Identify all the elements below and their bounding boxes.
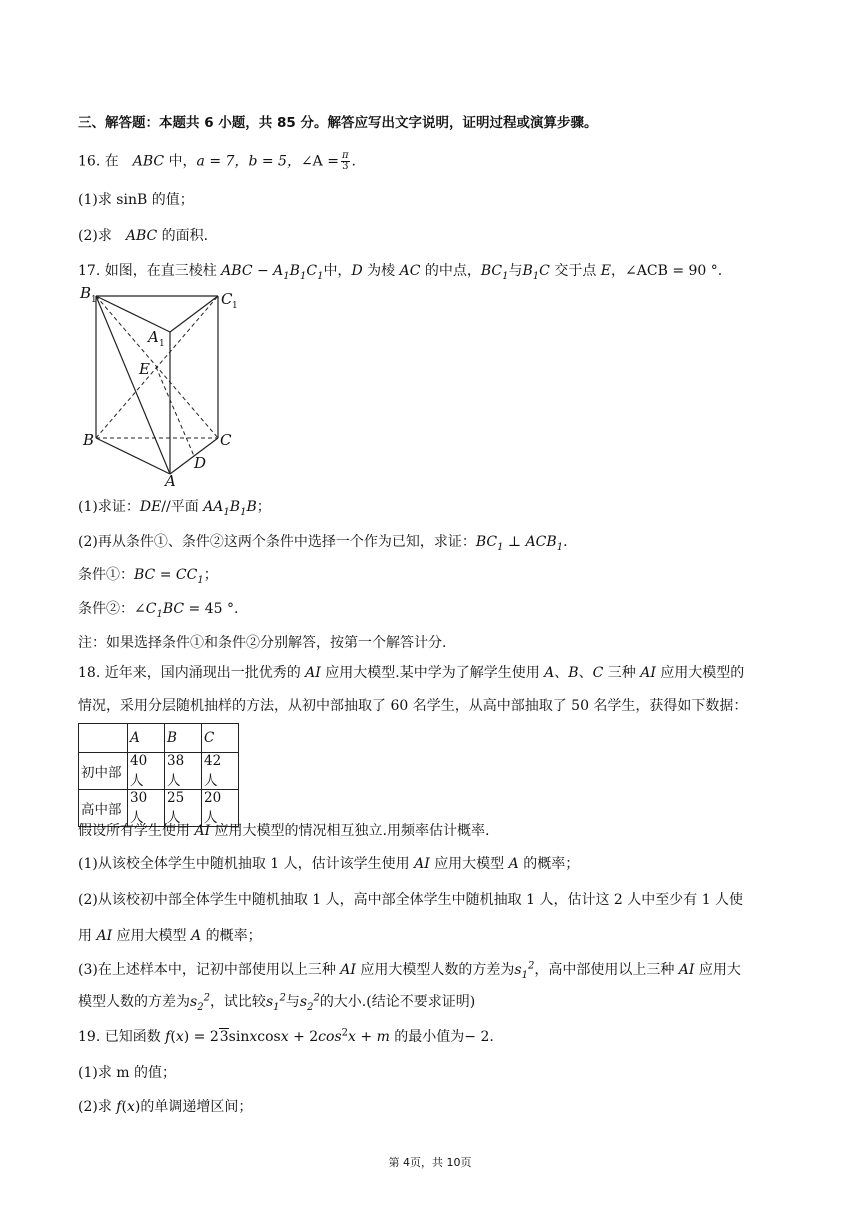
question-18-line2: 情况，采用分层随机抽样的方法，从初中部抽取了 60 名学生，从高中部抽取了 50 名学生，获得如下数据： (78, 698, 748, 714)
q17-stem-5: 与 (508, 263, 523, 279)
q17-part2-prefix: (2)再从条件①、条件②这两个条件中选择一个作为已知，求证： (78, 534, 476, 550)
q17-plane: $AA_1B_1B$ (203, 499, 257, 518)
q17-part2-bc1: $BC_1$ (475, 534, 504, 553)
q18-ai-7: AI (678, 962, 695, 978)
q17-b1c: $B_1C$ (522, 263, 550, 282)
q17-cond2-angle: $C_1BC$ (145, 601, 185, 620)
label-a1-sub: 1 (159, 339, 165, 349)
q17-edge-ac: AC (399, 263, 421, 279)
q18-p3-f: ，试比较 (209, 994, 266, 1010)
q17-cond1-suffix: ； (203, 567, 218, 583)
q17-prism: ABC − $A_1B_1C_1$ (221, 263, 324, 282)
q16-triangle: ABC (132, 153, 165, 170)
table-cell: 20 人 (202, 790, 239, 827)
q17-stem-3: 为棱 (367, 263, 396, 279)
q18-part2-line1: (2)从该校初中部全体学生中随机抽取 1 人，高中部全体学生中随机抽取 1 人，估计这 2 人中至少有 1 人使 (78, 892, 744, 908)
table-row (79, 790, 239, 827)
q18-ai-1: AI (305, 665, 321, 681)
q18-part3-line1 (78, 961, 741, 979)
q17-stem-1: 17. 如图，在直三棱柱 (78, 263, 217, 279)
q16-part1: (1)求 sinB 的值； (78, 192, 194, 208)
label-c: C (220, 431, 232, 449)
q19-sqrt3: 3 (219, 1029, 229, 1045)
q18-s2sq: $s_2^2$ (190, 992, 210, 1013)
q17-de: DE (139, 499, 162, 515)
q18-p3-e: 模型人数的方差为 (78, 994, 190, 1010)
q16-part2 (78, 227, 208, 245)
table-cell: 25 人 (165, 790, 202, 827)
q17-part2-suffix: . (563, 534, 568, 550)
q18-p3-h: 的大小.(结论不要求证明) (319, 994, 476, 1010)
q19-part2: (2)求 f(x)的单调递增区间； (78, 1099, 253, 1115)
q18-ai-6: AI (340, 962, 356, 978)
q18-assumption (78, 822, 489, 840)
q18-s1sq: $s_1^2$ (514, 960, 535, 981)
q18-l1-a: 18. 近年来，国内涌现出一批优秀的 (78, 665, 301, 681)
q17-stem-6: 交于点 (554, 263, 597, 279)
q17-cond2-suffix: = 45 °. (184, 601, 239, 617)
table-header-cell (79, 724, 128, 753)
q18-ai-4: AI (414, 856, 430, 872)
q18-p2-a: 用 (78, 928, 92, 944)
label-c1-sub: 1 (232, 301, 238, 311)
q18-l1-d: 应用大模型的 (660, 665, 745, 681)
table-cell: 42 人 (202, 753, 239, 790)
q17-part1-mid: //平面 (161, 499, 199, 515)
q17-stem-7: ，∠ACB = 90 °. (611, 263, 723, 279)
q16-mid: 中， (168, 153, 197, 170)
q19-part2-b: 的单调递增区间； (140, 1099, 253, 1115)
q17-part1 (78, 498, 271, 516)
q18-p3-d: 应用大 (698, 962, 741, 978)
q18-p1-a: (1)从该校全体学生中随机抽取 1 人，估计该学生使用 (78, 856, 410, 872)
q16-part2-suffix: 的面积. (161, 228, 209, 244)
q19-part2-a: (2)求 (78, 1099, 112, 1115)
q17-part1-prefix: (1)求证： (78, 499, 140, 515)
q17-part2-acb1: $ACB_1$ (525, 534, 564, 553)
q17-stem-2: 中， (323, 263, 352, 279)
q18-p3-c: ，高中部使用以上三种 (534, 962, 675, 978)
q16-b-eq: b = 5， (248, 153, 301, 170)
q18-part2-line2: 用 AI 应用大模型 A 的概率； (78, 928, 262, 944)
table-cell: 初中部 (79, 753, 128, 790)
page-footer: 第 4页，共 10页 (388, 1156, 472, 1169)
label-a1: A (148, 328, 159, 346)
label-b: B (83, 431, 95, 449)
q18-ai-2: AI (640, 665, 656, 681)
label-e: E (139, 360, 150, 378)
q18-data-table (78, 723, 239, 827)
question-17-stem (78, 262, 722, 280)
table-header-cell: B (165, 724, 202, 753)
label-a: A (165, 472, 176, 488)
q17-condition-2 (78, 600, 238, 618)
q16-part2-triangle: ABC (125, 228, 158, 244)
q18-part1: (1)从该校全体学生中随机抽取 1 人，估计该学生使用 AI 应用大模型 A 的概率； (78, 856, 580, 872)
q18-assume-a: 假设所有学生使用 (78, 823, 190, 839)
q16-fraction (341, 151, 350, 172)
table-cell: 40 人 (128, 753, 165, 790)
label-b1-sub: 1 (91, 295, 97, 305)
q18-p3-a: (3)在上述样本中，记初中部使用以上三种 (78, 962, 336, 978)
table-cell: 高中部 (79, 790, 128, 827)
q17-note: 注：如果选择条件①和条件②分别解答，按第一个解答计分. (78, 635, 447, 651)
table-row (79, 753, 239, 790)
q18-abc: A (544, 665, 555, 681)
q18-l1-c: 三种 (607, 665, 636, 681)
prism-figure (78, 282, 248, 488)
q17-bc1: $BC_1$ (480, 263, 509, 282)
q18-p2-c: 的概率； (205, 928, 262, 944)
q16-frac-num: π (341, 150, 349, 161)
q17-stem-4: 的中点， (424, 263, 481, 279)
q16-a-eq: a = 7， (196, 153, 249, 170)
q17-cond2-prefix: 条件②：∠ (78, 601, 146, 617)
q16-prefix: 16. 在 (78, 153, 119, 170)
q17-part1-suffix: ； (256, 499, 271, 515)
q17-part2-perp: ⊥ (503, 534, 526, 550)
q19-part1: (1)求 m 的值； (78, 1065, 177, 1081)
table-header-cell: C (202, 724, 239, 753)
q17-condition-1 (78, 566, 218, 584)
label-b1: B (80, 284, 92, 302)
q19-stem-a: 19. 已知函数 (78, 1029, 161, 1045)
question-19-stem: 19. 已知函数 f(x) = 23sinxcosx + $2\cos^2x + m$ 的最小值为− 2. (78, 1027, 494, 1045)
q18-p2-b: 应用大模型 (116, 928, 187, 944)
q18-p3-b: 应用大模型人数的方差为 (360, 962, 515, 978)
question-16-stem: 16. 在 ABC 中，a = 7，b = 5，∠A = $\frac{\pi}{3}$ . (78, 150, 356, 172)
q17-cond1-prefix: 条件①： (78, 567, 134, 583)
q18-p1-b: 应用大模型 (434, 856, 505, 872)
q16-frac-den: 3 (342, 161, 349, 172)
q16-part2-prefix: (2)求 (78, 228, 112, 244)
q19-function: f (165, 1029, 171, 1045)
q18-assume-b: 应用大模型的情况相互独立.用频率估计概率. (214, 823, 490, 839)
label-c1: C (221, 290, 233, 308)
table-header-row (79, 724, 239, 753)
q18-ai-3: AI (194, 823, 211, 839)
section-header: 三、解答题：本题共 6 小题，共 85 分。解答应写出文字说明，证明过程或演算步骤。 (78, 115, 598, 131)
q18-p3-g: 与 (285, 994, 300, 1010)
q18-ai-5: AI (96, 928, 113, 944)
q17-cond1-eq: BC = $CC_1$ (134, 567, 204, 586)
table-header-cell: A (128, 724, 165, 753)
label-d: D (194, 454, 207, 472)
q18-l1-b: 应用大模型.某中学为了解学生使用 (325, 665, 540, 681)
q18-p1-c: 的概率； (523, 856, 580, 872)
question-18-line1: 18. 近年来，国内涌现出一批优秀的 AI 应用大模型.某中学为了解学生使用 A、B、C 三种 AI 应用大模型的 (78, 665, 745, 681)
q16-angle: ∠A = (300, 153, 339, 170)
table-cell: 38 人 (165, 753, 202, 790)
q17-point-e: E (600, 263, 612, 279)
q19-stem-b: 的最小值为− 2. (394, 1029, 494, 1045)
q17-point-d: D (351, 263, 363, 279)
table-cell: 30 人 (128, 790, 165, 827)
q17-part2 (78, 533, 568, 551)
q18-part3-line2: 模型人数的方差为$s_2^2$，试比较$s_1^2$与$s_2^2$的大小.(结论不要求证明) (78, 992, 476, 1013)
